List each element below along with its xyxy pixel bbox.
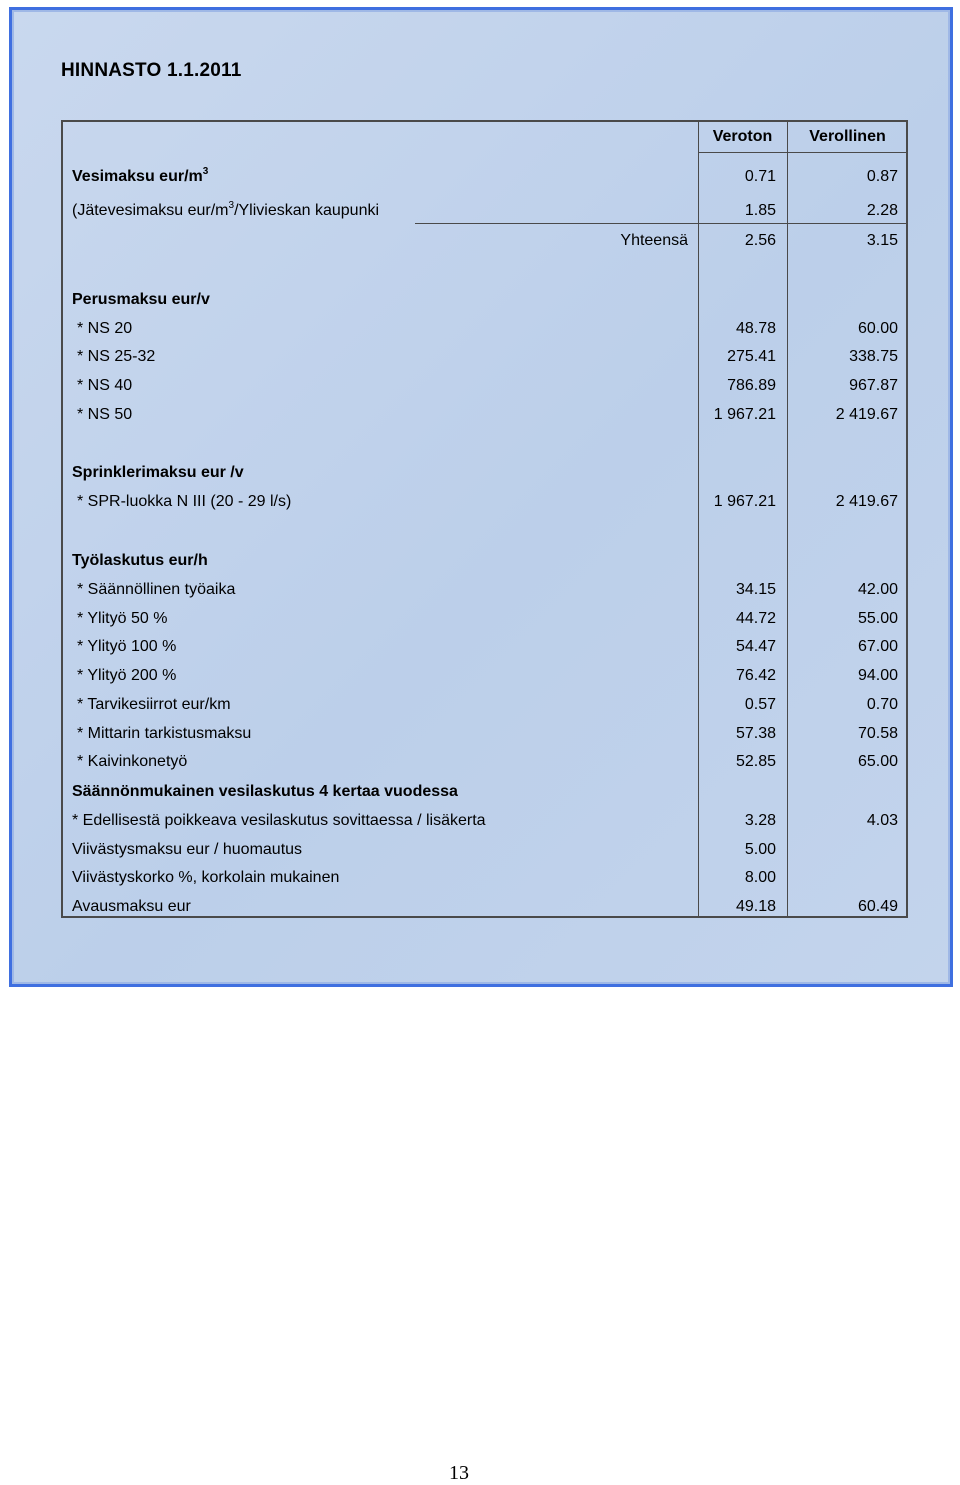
row-label: Viivästyskorko %, korkolain mukainen bbox=[72, 869, 340, 886]
cell-veroton: 76.42 bbox=[735, 667, 776, 684]
cell-verollinen: 55.00 bbox=[857, 610, 898, 627]
cell-verollinen: 60.49 bbox=[857, 898, 898, 915]
row-label: * SPR-luokka N III (20 - 29 l/s) bbox=[77, 493, 292, 510]
table-row bbox=[63, 837, 908, 863]
cell-veroton: 1 967.21 bbox=[713, 493, 776, 510]
section-heading-sprinkleri bbox=[63, 460, 908, 486]
row-label: * Mittarin tarkistusmaksu bbox=[77, 725, 252, 742]
table-row bbox=[63, 808, 908, 834]
table-row bbox=[63, 749, 908, 775]
cell-veroton: 3.28 bbox=[744, 812, 776, 829]
table-row bbox=[63, 373, 908, 399]
cell-verollinen: 67.00 bbox=[857, 638, 898, 655]
cell-veroton: 34.15 bbox=[735, 581, 776, 598]
row-label: * Tarvikesiirrot eur/km bbox=[77, 696, 231, 713]
page-title: HINNASTO 1.1.2011 bbox=[61, 60, 242, 81]
row-label: * NS 50 bbox=[77, 406, 133, 423]
row-label: Vesimaksu eur/$m^3$ bbox=[72, 166, 209, 185]
row-label: * Ylityö 200 % bbox=[77, 667, 177, 684]
section-heading-tyolaskutus bbox=[63, 548, 908, 574]
section-heading-vesilaskutus bbox=[63, 779, 908, 805]
header-divider bbox=[698, 152, 906, 153]
cell-verollinen: 4.03 bbox=[866, 812, 898, 829]
row-label: (Jätevesimaksu eur/$m^3$/Ylivieskan kaupunki bbox=[72, 200, 380, 219]
row-label: * NS 25-32 bbox=[77, 348, 156, 365]
table-row bbox=[63, 316, 908, 342]
table-row bbox=[63, 894, 908, 920]
cell-veroton: 5.00 bbox=[744, 841, 776, 858]
cell-verollinen: 338.75 bbox=[849, 348, 898, 365]
table-row bbox=[63, 663, 908, 689]
cell-veroton: 44.72 bbox=[735, 610, 776, 627]
table-row-vesimaksu bbox=[63, 164, 908, 190]
cell-verollinen: 94.00 bbox=[857, 667, 898, 684]
row-label: * Säännöllinen työaika bbox=[77, 581, 236, 598]
row-label: Avausmaksu eur bbox=[72, 898, 191, 915]
cell-veroton: 786.89 bbox=[727, 377, 776, 394]
cell-veroton: 1.85 bbox=[744, 202, 776, 219]
page-number: 13 bbox=[449, 1462, 469, 1484]
table-row bbox=[63, 606, 908, 632]
table-row-jatevesimaksu bbox=[63, 198, 908, 224]
cell-verollinen: 2.28 bbox=[866, 202, 898, 219]
section-heading-perusmaksu bbox=[63, 287, 908, 313]
row-label: Yhteensä bbox=[620, 232, 688, 249]
row-label: * NS 20 bbox=[77, 320, 133, 337]
cell-verollinen: 3.15 bbox=[866, 232, 898, 249]
cell-verollinen: 0.87 bbox=[866, 168, 898, 185]
table-row bbox=[63, 489, 908, 515]
cell-veroton: 52.85 bbox=[735, 753, 776, 770]
cell-verollinen: 2 419.67 bbox=[835, 406, 898, 423]
table-row bbox=[63, 344, 908, 370]
table-row bbox=[63, 721, 908, 747]
cell-veroton: 1 967.21 bbox=[713, 406, 776, 423]
row-label: * Edellisestä poikkeava vesilaskutus sovittaessa / lisäkerta bbox=[72, 812, 486, 829]
column-header-veroton: Veroton bbox=[712, 128, 773, 145]
table-row bbox=[63, 634, 908, 660]
cell-veroton: 49.18 bbox=[735, 898, 776, 915]
cell-verollinen: 70.58 bbox=[857, 725, 898, 742]
cell-verollinen: 60.00 bbox=[857, 320, 898, 337]
cell-veroton: 54.47 bbox=[735, 638, 776, 655]
row-label: * NS 40 bbox=[77, 377, 133, 394]
section-heading: Työlaskutus eur/h bbox=[72, 552, 208, 569]
section-heading: Perusmaksu eur/v bbox=[72, 291, 210, 308]
cell-verollinen: 42.00 bbox=[857, 581, 898, 598]
cell-verollinen: 65.00 bbox=[857, 753, 898, 770]
price-table bbox=[61, 120, 908, 918]
cell-veroton: 2.56 bbox=[744, 232, 776, 249]
table-row bbox=[63, 865, 908, 891]
section-heading: Säännönmukainen vesilaskutus 4 kertaa vuodessa bbox=[72, 783, 458, 800]
column-header-verollinen: Verollinen bbox=[809, 128, 886, 145]
cell-veroton: 0.71 bbox=[744, 168, 776, 185]
cell-veroton: 0.57 bbox=[744, 696, 776, 713]
row-label: * Ylityö 50 % bbox=[77, 610, 168, 627]
cell-veroton: 48.78 bbox=[735, 320, 776, 337]
section-heading: Sprinklerimaksu eur /v bbox=[72, 464, 244, 481]
table-row bbox=[63, 692, 908, 718]
table-row bbox=[63, 402, 908, 428]
row-label: * Ylityö 100 % bbox=[77, 638, 177, 655]
cell-veroton: 275.41 bbox=[727, 348, 776, 365]
row-label: * Kaivinkonetyö bbox=[77, 753, 188, 770]
row-label: Viivästysmaksu eur / huomautus bbox=[72, 841, 303, 858]
table-row bbox=[63, 577, 908, 603]
cell-verollinen: 967.87 bbox=[849, 377, 898, 394]
cell-veroton: 57.38 bbox=[735, 725, 776, 742]
cell-verollinen: 2 419.67 bbox=[835, 493, 898, 510]
table-row-yhteensa bbox=[63, 228, 908, 254]
cell-verollinen: 0.70 bbox=[866, 696, 898, 713]
cell-veroton: 8.00 bbox=[744, 869, 776, 886]
